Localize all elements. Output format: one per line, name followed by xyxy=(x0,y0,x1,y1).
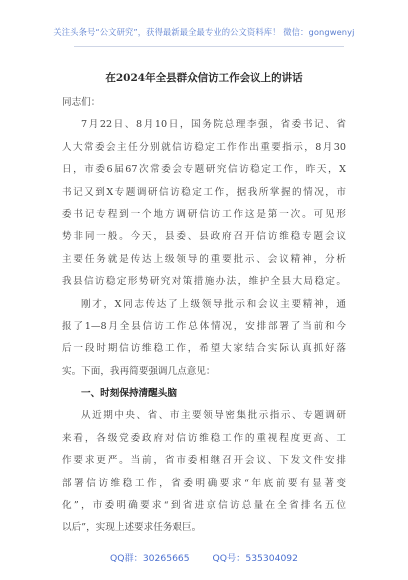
paragraph-line: 主要任务就是传达上级领导的重要批示、会议精神，分析 xyxy=(62,253,346,265)
paragraph-line: 作要求更严。当前，省市委相继召开会议、下发文件安排 xyxy=(62,455,346,467)
document-title: 在2024年全县群众信访工作会议上的讲话 xyxy=(105,72,303,84)
paragraph-line: 实。下面，我再简要强调几点意见： xyxy=(62,365,216,377)
footer-qq: QQ号：535304092 xyxy=(212,553,298,564)
banner-divider xyxy=(74,46,344,47)
paragraph-line: 以后”，实现上述要求任务艰巨。 xyxy=(62,522,202,534)
paragraph-line: 从近期中央、省、市主要领导密集批示指示、专题调研 xyxy=(81,410,346,422)
footer-contact xyxy=(0,550,408,564)
paragraph-line: 化”，市委明确要求“到省进京信访总量在全省排名五位 xyxy=(62,500,346,512)
top-banner: 关注头条号“公文研究”，获得最新最全最专业的公文资料库！ 微信：gongwenyj xyxy=(53,27,355,37)
paragraph-line: 书记又到X专题调研信访稳定工作，据我所掌握的情况，市 xyxy=(62,186,346,198)
paragraph-line: 报了1—8月全县信访工作总体情况，安排部署了当前和今 xyxy=(62,320,346,332)
paragraph-line: 部署信访维稳工作，省委明确要求“年底前要有显著变 xyxy=(62,477,346,489)
paragraph-line: 委书记专程到一个地方调研信访工作这是第一次。可见形 xyxy=(62,208,346,220)
salutation: 同志们： xyxy=(62,97,101,108)
paragraph-line: 来看，各级党委政府对信访维稳工作的重视程度更高、工 xyxy=(62,432,346,444)
paragraph-line: 刚才，X同志传达了上级领导批示和会议主要精神，通 xyxy=(81,298,346,310)
document-body xyxy=(62,92,346,540)
paragraph-line: 后一段时期信访维稳工作，希望大家结合实际认真抓好落 xyxy=(62,343,346,355)
footer-qq-group: QQ群：30265665 xyxy=(110,553,190,564)
paragraph-line: 我县信访稳定形势研究对策措施办法，维护全县大局稳定。 xyxy=(62,276,346,288)
paragraph-line: 7月22日、8月10日，国务院总理李强，省委书记、省 xyxy=(81,119,346,131)
section-heading: 一、时刻保持清醒头脑 xyxy=(81,388,177,400)
paragraph-line: 日，市委6届67次常委会专题研究信访稳定工作，昨天，X xyxy=(62,164,346,176)
paragraph-line: 势非同一般。今天，县委、县政府召开信访维稳专题会议 xyxy=(62,231,346,243)
paragraph-line: 人大常委会主任分别就信访稳定工作作出重要指示，8月30 xyxy=(62,141,346,153)
